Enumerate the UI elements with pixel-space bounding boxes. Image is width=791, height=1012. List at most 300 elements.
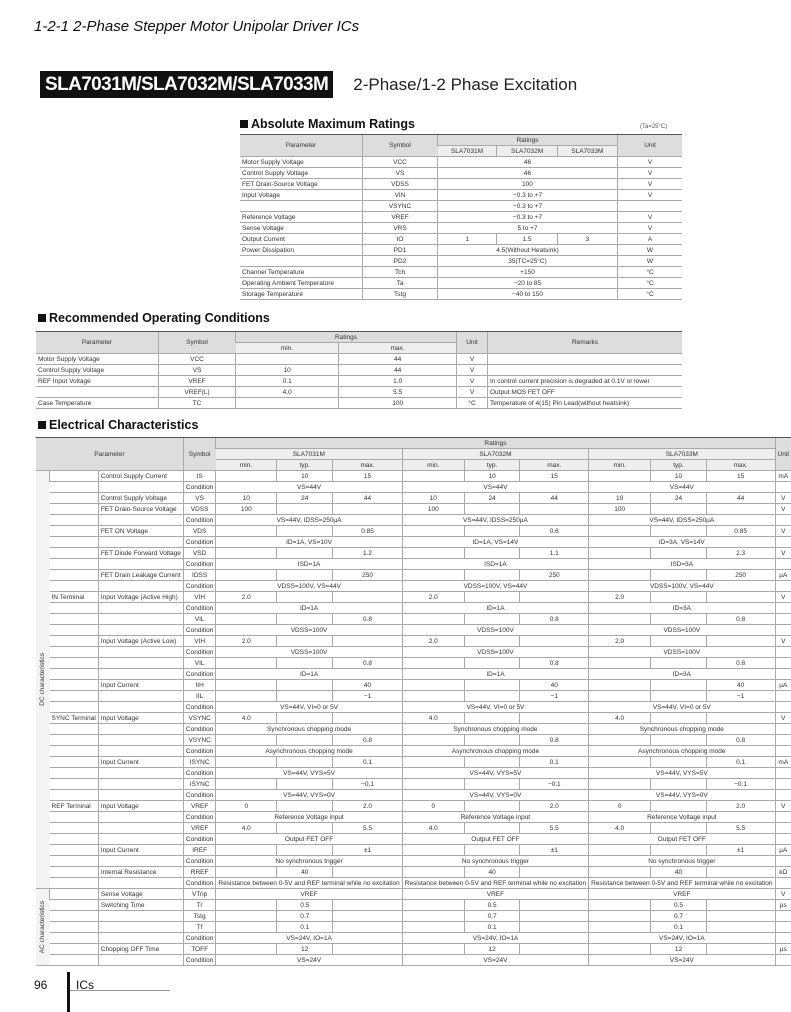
unit-cell [775,735,791,746]
col-header: max. [520,460,589,471]
group-cell: REF Terminal [50,801,99,812]
table-row [36,504,791,515]
parameter-cell [98,823,183,834]
group-cell [50,779,99,790]
value-cell [277,548,333,559]
table-cell [236,354,339,365]
parameter-cell: FET Diode Forward Voltage [98,548,183,559]
bullet-square-icon [38,421,46,429]
table-cell: 3 [557,234,617,245]
value-cell [520,900,589,911]
group-cell [50,548,99,559]
col-header: max. [706,460,775,471]
value-cell: 2.0 [216,636,277,647]
value-cell [706,922,775,933]
condition-cell: VS=44V, IDSS=250µA [589,515,775,526]
value-cell: 0 [589,801,651,812]
footer-line [70,990,170,991]
value-cell [589,922,651,933]
parameter-cell [98,878,183,889]
value-cell [216,845,277,856]
symbol-cell: VDSS [183,504,215,515]
symbol-cell: Condition [183,812,215,823]
symbol-cell: VSYNC [183,713,215,724]
value-cell [333,911,402,922]
parameter-cell [98,911,183,922]
unit-cell: µA [775,845,791,856]
symbol-cell: VREF [183,823,215,834]
table-cell: 1.0 [339,376,457,387]
value-cell: 40 [277,867,333,878]
table-row [36,603,791,614]
value-cell: 2.0 [706,801,775,812]
table-cell: Motor Supply Voltage [36,354,159,365]
table-cell: V [457,387,488,398]
value-cell: 5.5 [706,823,775,834]
parameter-cell [98,790,183,801]
value-cell: 0.1 [706,757,775,768]
symbol-cell: VIH [183,636,215,647]
condition-cell: VS=44V, VYS=0V [216,790,402,801]
group-cell: IN Terminal [50,592,99,603]
col-header: min. [216,460,277,471]
table-cell: V [618,223,683,234]
value-cell [589,845,651,856]
table-cell: A [618,234,683,245]
parameter-cell [98,955,183,966]
value-cell [651,735,707,746]
table-row [36,570,791,581]
col-header: Symbol [363,135,438,157]
table-row [36,515,791,526]
value-cell: 40 [333,680,402,691]
table-cell: −0.3 to +7 [438,190,618,201]
table-cell: 100 [438,179,618,190]
value-cell: 0.8 [706,735,775,746]
value-cell [402,526,464,537]
condition-cell: VS=24V, IO=1A [589,933,775,944]
value-cell: 4.0 [589,823,651,834]
value-cell [464,691,520,702]
table-row [240,179,682,190]
symbol-cell: Tstg [183,911,215,922]
value-cell [277,823,333,834]
value-cell: 2.3 [706,548,775,559]
parameter-cell [98,922,183,933]
value-cell [402,570,464,581]
table-cell: Motor Supply Voltage [240,157,363,168]
symbol-cell: VREF [183,801,215,812]
value-cell [333,867,402,878]
parameter-cell: FET ON Voltage [98,526,183,537]
table-cell: VREF [363,212,438,223]
condition-cell: ISD=3A [589,559,775,570]
table-cell: 46 [438,157,618,168]
elec-heading: Electrical Characteristics [38,418,198,432]
value-cell [651,548,707,559]
value-cell: 2.0 [216,592,277,603]
table-row [240,256,682,267]
abs-heading: Absolute Maximum Ratings [240,117,415,131]
condition-cell: VS=24V, IO=1A [216,933,402,944]
ac-characteristics-label: AC characteristics [39,900,46,954]
symbol-cell: VSYNC [183,735,215,746]
unit-cell [775,603,791,614]
value-cell [464,757,520,768]
col-header: Unit [457,332,488,354]
value-cell: 24 [277,493,333,504]
group-cell [50,724,99,735]
value-cell [520,922,589,933]
table-cell: Output MOS FET OFF [488,387,683,398]
group-cell [50,746,99,757]
group-cell [50,537,99,548]
group-cell [50,757,99,768]
value-cell [464,570,520,581]
value-cell [402,691,464,702]
condition-cell: VREF [216,889,402,900]
table-row [36,746,791,757]
value-cell: 15 [520,471,589,482]
parameter-cell [98,735,183,746]
table-cell: V [457,365,488,376]
unit-cell [775,702,791,713]
value-cell [333,713,402,724]
table-row [36,790,791,801]
condition-cell: ISD=1A [402,559,588,570]
table-row [36,658,791,669]
value-cell: 12 [277,944,333,955]
bullet-square-icon [38,314,46,322]
value-cell [277,614,333,625]
table-row [240,289,682,300]
value-cell: 5.5 [333,823,402,834]
unit-cell [775,625,791,636]
group-cell [50,658,99,669]
value-cell [651,592,707,603]
value-cell [589,471,651,482]
value-cell [464,636,520,647]
table-row [36,856,791,867]
parameter-cell: FET Drain-Source Voltage [98,504,183,515]
value-cell [216,526,277,537]
value-cell [216,691,277,702]
table-cell: V [618,190,683,201]
condition-cell: VDSS=100V [589,625,775,636]
value-cell [589,548,651,559]
group-cell [50,812,99,823]
group-cell [50,570,99,581]
value-cell: 2.0 [589,636,651,647]
table-cell: W [618,245,683,256]
table-row [36,387,682,398]
value-cell [333,944,402,955]
value-cell [651,713,707,724]
symbol-cell: VTrip [183,889,215,900]
value-cell [216,471,277,482]
col-header: SLA7033M [557,146,617,157]
value-cell [589,680,651,691]
unit-cell [775,823,791,834]
col-header: min. [236,343,339,354]
section-header: 1-2-1 2-Phase Stepper Motor Unipolar Driver ICs [34,18,360,35]
unit-cell [775,669,791,680]
table-row [36,482,791,493]
symbol-cell: Condition [183,625,215,636]
table-row [240,234,682,245]
value-cell [520,713,589,724]
value-cell [216,922,277,933]
unit-cell: V [775,548,791,559]
table-row [36,900,791,911]
symbol-cell: Condition [183,669,215,680]
condition-cell: ID=3A [589,603,775,614]
parameter-cell: Switching Time [98,900,183,911]
unit-cell [775,856,791,867]
group-cell [50,559,99,570]
value-cell [277,845,333,856]
table-cell: 4.0 [236,387,339,398]
table-cell: 46 [438,168,618,179]
unit-cell [775,922,791,933]
value-cell [520,911,589,922]
table-cell: PD1 [363,245,438,256]
group-cell [50,768,99,779]
value-cell: 0.8 [520,614,589,625]
value-cell: 4.0 [402,823,464,834]
value-cell: 0.8 [333,658,402,669]
table-row [240,245,682,256]
group-cell [50,493,99,504]
parameter-cell [98,856,183,867]
col-header: max. [339,343,457,354]
unit-cell: µA [775,680,791,691]
group-cell: SYNC Terminal [50,713,99,724]
value-cell [402,900,464,911]
parameter-cell: Control Supply Current [98,471,183,482]
col-header: Unit [775,438,791,471]
unit-cell: V [775,636,791,647]
table-cell: Output Current [240,234,363,245]
table-cell: 44 [339,365,457,376]
value-cell [589,735,651,746]
table-cell: Operating Ambient Temperature [240,278,363,289]
group-cell [50,955,99,966]
table-cell [240,201,363,212]
value-cell: 44 [333,493,402,504]
group-cell [50,482,99,493]
header-row [36,438,791,449]
table-cell: °C [618,289,683,300]
table-cell: V [618,179,683,190]
table-row [36,713,791,724]
table-cell: 1.5 [497,234,557,245]
parameter-cell: Input Current [98,680,183,691]
col-header: SLA7033M [589,449,775,460]
table-cell: 10 [236,365,339,376]
value-cell: 0.8 [333,735,402,746]
group-cell [50,845,99,856]
value-cell [402,911,464,922]
symbol-cell: Condition [183,724,215,735]
parameter-cell: Control Supply Voltage [98,493,183,504]
parameter-cell [98,724,183,735]
table-cell: Temperature of 4(15) Pin Lead(without heatsink) [488,398,683,409]
table-row [240,212,682,223]
value-cell: 2.0 [333,801,402,812]
symbol-cell: Condition [183,955,215,966]
table-row [36,680,791,691]
condition-cell: Reference Voltage input [589,812,775,823]
value-cell: 0.7 [651,911,707,922]
abs-note: (Ta=25°C) [640,124,668,130]
value-cell [464,735,520,746]
parameter-cell [98,581,183,592]
parameter-cell [98,746,183,757]
value-cell [333,900,402,911]
table-row [36,933,791,944]
value-cell: 1.1 [520,548,589,559]
col-header: SLA7032M [402,449,588,460]
table-row [36,493,791,504]
group-cell [50,581,99,592]
value-cell: 12 [464,944,520,955]
group-cell [50,614,99,625]
group-cell [50,603,99,614]
value-cell [402,548,464,559]
table-row [240,157,682,168]
header-row [36,332,682,343]
value-cell [706,900,775,911]
value-cell: 24 [464,493,520,504]
value-cell: 4.0 [216,823,277,834]
value-cell [277,504,333,515]
group-cell [50,471,99,482]
value-cell: 0.1 [520,757,589,768]
value-cell: −1 [706,691,775,702]
condition-cell: ID=3A, VS=14V [589,537,775,548]
parameter-cell [98,614,183,625]
condition-cell: VREF [402,889,588,900]
condition-cell: VS=24V [589,955,775,966]
value-cell [589,757,651,768]
col-header: typ. [464,460,520,471]
value-cell: −0.1 [706,779,775,790]
value-cell: 2.0 [589,592,651,603]
symbol-cell: VIL [183,614,215,625]
condition-cell: VS=44V, IDSS=250µA [402,515,588,526]
elec-table [36,437,791,966]
table-cell: Tch [363,267,438,278]
symbol-cell: Condition [183,834,215,845]
symbol-cell: VDS [183,526,215,537]
col-header: Remarks [488,332,683,354]
value-cell [464,779,520,790]
condition-cell: ID=3A [589,669,775,680]
group-cell [50,526,99,537]
unit-cell [775,614,791,625]
parameter-cell: Input Current [98,757,183,768]
col-header: typ. [651,460,707,471]
value-cell: 2.0 [402,636,464,647]
table-cell: Channel Temperature [240,267,363,278]
value-cell [402,680,464,691]
parameter-cell: Sense Voltage [98,889,183,900]
symbol-cell: Condition [183,878,215,889]
table-row [240,168,682,179]
value-cell: 100 [216,504,277,515]
unit-cell [775,691,791,702]
symbol-cell: Condition [183,647,215,658]
parameter-cell [98,658,183,669]
col-header: Symbol [159,332,236,354]
unit-cell: V [775,889,791,900]
value-cell [216,900,277,911]
group-cell [50,669,99,680]
value-cell [402,757,464,768]
value-cell [589,900,651,911]
symbol-cell: Condition [183,746,215,757]
value-cell [651,526,707,537]
table-cell [488,365,683,376]
value-cell: 0 [402,801,464,812]
value-cell: 0.8 [520,658,589,669]
group-cell [50,878,99,889]
value-cell: ±1 [520,845,589,856]
unit-cell [775,559,791,570]
value-cell [216,867,277,878]
table-cell: V [618,212,683,223]
table-cell: VREF(L) [159,387,236,398]
table-cell: VRS [363,223,438,234]
condition-cell: ID=1A [402,603,588,614]
condition-cell: Output FET OFF [216,834,402,845]
value-cell: 4.0 [589,713,651,724]
condition-cell: ID=1A, VS=14V [402,537,588,548]
table-cell: 5.5 [339,387,457,398]
col-header: min. [402,460,464,471]
table-cell: 35(TC=25°C) [438,256,618,267]
value-cell: 250 [333,570,402,581]
value-cell [651,757,707,768]
group-cell [50,944,99,955]
col-header: SLA7032M [497,146,557,157]
value-cell [277,526,333,537]
value-cell: 10 [651,471,707,482]
value-cell [706,504,775,515]
table-row [240,267,682,278]
symbol-cell: IIL [183,691,215,702]
table-cell: Storage Temperature [240,289,363,300]
table-row [36,548,791,559]
value-cell [402,471,464,482]
table-cell: −0.3 to +7 [438,201,618,212]
group-cell [50,933,99,944]
value-cell: 10 [277,471,333,482]
value-cell: 44 [706,493,775,504]
value-cell [277,757,333,768]
symbol-cell: Condition [183,559,215,570]
table-cell: V [457,354,488,365]
value-cell: 0.1 [464,922,520,933]
condition-cell: VREF [589,889,775,900]
value-cell: 40 [520,680,589,691]
value-cell: 0.7 [464,911,520,922]
value-cell [651,691,707,702]
title-bar [40,71,577,98]
value-cell [277,636,333,647]
unit-cell [775,834,791,845]
